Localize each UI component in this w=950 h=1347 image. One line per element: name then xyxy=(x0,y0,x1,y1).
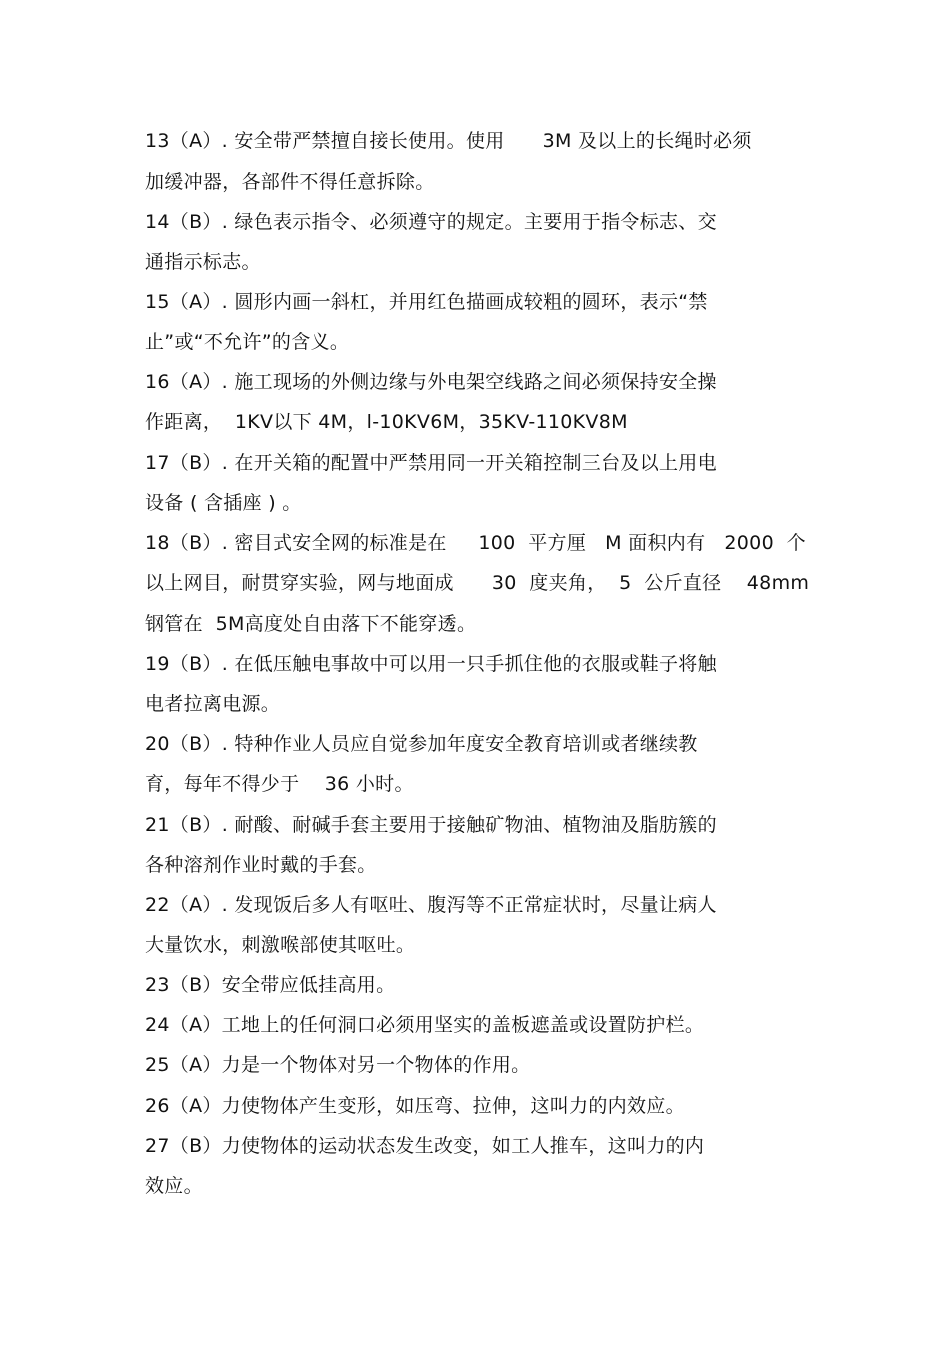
text-line-q18-c: 钢管在 5M高度处自由落下不能穿透。 xyxy=(145,613,477,635)
text-line-q19-b: 电者拉离电源。 xyxy=(145,693,281,715)
text-line-q25: 25（A）力是一个物体对另一个物体的作用。 xyxy=(145,1054,531,1076)
text-line-q27-b: 效应。 xyxy=(145,1175,203,1197)
text-line-q20-b: 育，每年不得少于 36 小时。 xyxy=(145,773,414,795)
text-line-q17-b: 设备 ( 含插座 ) 。 xyxy=(145,492,302,514)
text-line-q18-b: 以上网目，耐贯穿实验，网与地面成 30 度夹角， 5 公斤直径 48mm xyxy=(145,572,810,594)
text-line-q13-a: 13（A）. 安全带严禁擅自接长使用。使用 3M 及以上的长绳时必须 xyxy=(145,130,752,152)
text-line-q21-b: 各种溶剂作业时戴的手套。 xyxy=(145,854,377,876)
text-line-q16-a: 16（A）. 施工现场的外侧边缘与外电架空线路之间必须保持安全操 xyxy=(145,371,717,393)
text-line-q15-a: 15（A）. 圆形内画一斜杠，并用红色描画成较粗的圆环，表示“禁 xyxy=(145,291,708,313)
text-line-q17-a: 17（B）. 在开关箱的配置中严禁用同一开关箱控制三台及以上用电 xyxy=(145,452,717,474)
text-line-q13-b: 加缓冲器，各部件不得任意拆除。 xyxy=(145,171,435,193)
text-line-q18-a: 18（B）. 密目式安全网的标准是在 100 平方厘 M 面积内有 2000 个 xyxy=(145,532,806,554)
text-line-q24: 24（A）工地上的任何洞口必须用坚实的盖板遮盖或设置防护栏。 xyxy=(145,1014,705,1036)
text-line-q14-a: 14（B）. 绿色表示指令、必须遵守的规定。主要用于指令标志、交 xyxy=(145,211,717,233)
text-line-q22-b: 大量饮水，刺激喉部使其呕吐。 xyxy=(145,934,416,956)
text-line-q21-a: 21（B）. 耐酸、耐碱手套主要用于接触矿物油、植物油及脂肪簇的 xyxy=(145,814,717,836)
text-line-q15-b: 止”或“不允许”的含义。 xyxy=(145,331,350,353)
text-line-q22-a: 22（A）. 发现饭后多人有呕吐、腹泻等不正常症状时，尽量让病人 xyxy=(145,894,717,916)
text-line-q20-a: 20（B）. 特种作业人员应自觉参加年度安全教育培训或者继续教 xyxy=(145,733,698,755)
text-line-q26: 26（A）力使物体产生变形，如压弯、拉伸，这叫力的内效应。 xyxy=(145,1095,685,1117)
text-line-q23: 23（B）安全带应低挂高用。 xyxy=(145,974,396,996)
text-line-q14-b: 通指示标志。 xyxy=(145,251,261,273)
text-line-q19-a: 19（B）. 在低压触电事故中可以用一只手抓住他的衣服或鞋子将触 xyxy=(145,653,717,675)
text-line-q27-a: 27（B）力使物体的运动状态发生改变，如工人推车，这叫力的内 xyxy=(145,1135,705,1157)
text-line-q16-b: 作距离， 1KV以下 4M，l-10KV6M，35KV-110KV8M xyxy=(145,411,628,433)
